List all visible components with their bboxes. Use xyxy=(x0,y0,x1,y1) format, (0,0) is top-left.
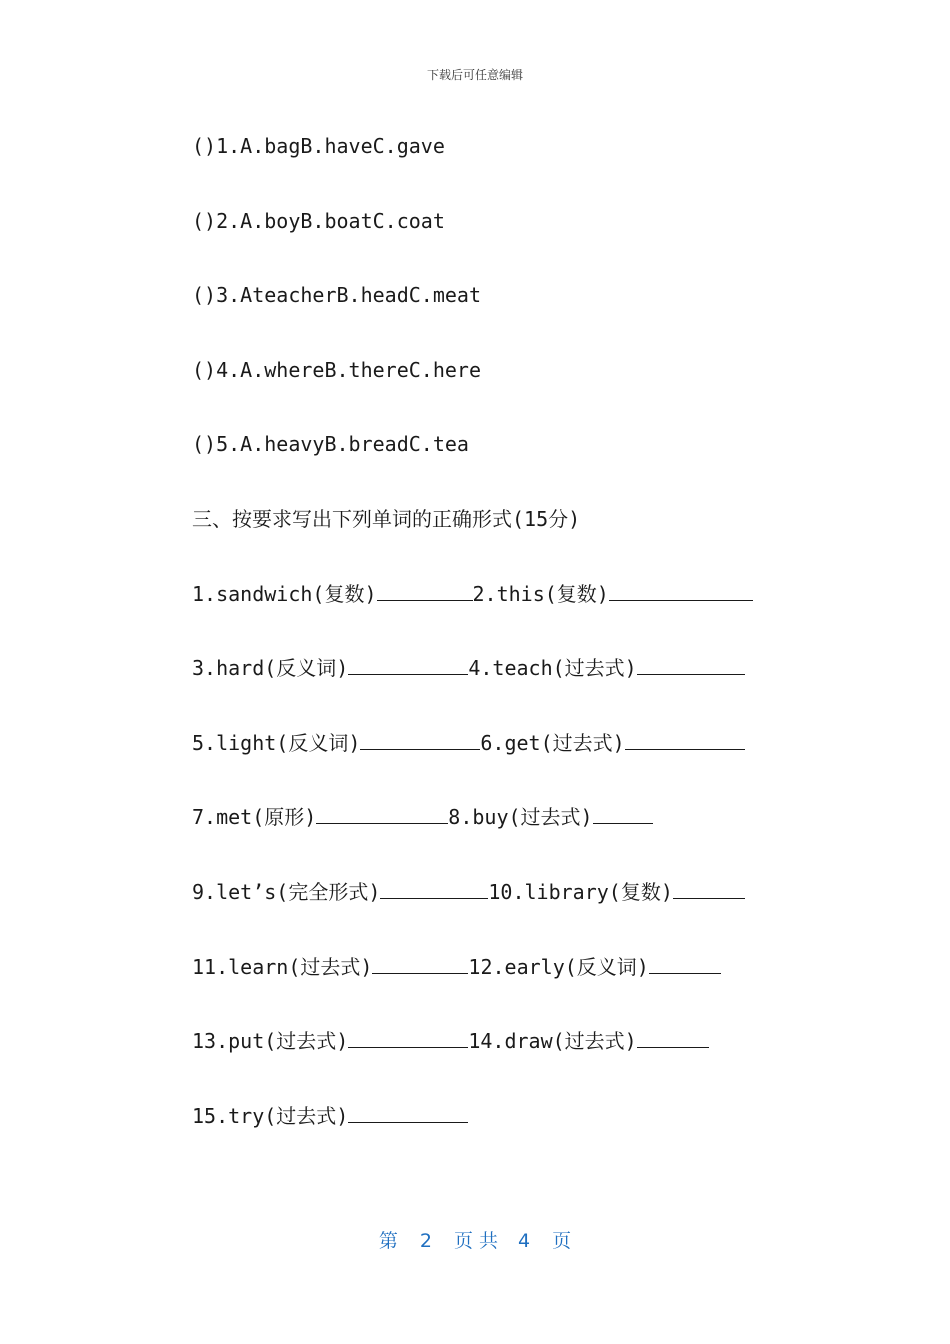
word-form-row-6 xyxy=(192,949,892,1024)
page-label-prefix: 第 xyxy=(378,1230,398,1252)
item-text: 7.met(原形) xyxy=(192,805,317,830)
item-text: 6.get(过去式) xyxy=(480,730,625,755)
answer-blank[interactable] xyxy=(348,1100,468,1123)
question-2: ()2.A.boyB.boatC.coat xyxy=(192,208,445,233)
item-text: 4.teach(过去式) xyxy=(468,656,637,681)
item-text: 3.hard(反义词) xyxy=(192,656,349,681)
answer-blank[interactable] xyxy=(360,727,480,750)
header-note: 下载后可任意编辑 xyxy=(426,68,523,82)
word-form-row-5 xyxy=(192,874,892,949)
item-text: 8.buy(过去式) xyxy=(448,805,593,830)
answer-blank[interactable] xyxy=(348,1025,468,1048)
answer-blank[interactable] xyxy=(348,652,468,675)
page-footer xyxy=(0,1226,950,1253)
item-text: 12.early(反义词) xyxy=(468,954,649,979)
word-form-row-3 xyxy=(192,725,892,800)
item-text: 9.let’s(完全形式) xyxy=(192,879,381,904)
question-4: ()4.A.whereB.thereC.here xyxy=(192,357,481,382)
page-label-mid: 页共 xyxy=(453,1230,504,1252)
answer-blank[interactable] xyxy=(372,951,468,974)
item-text: 15.try(过去式) xyxy=(192,1103,349,1128)
word-form-row-8 xyxy=(192,1098,892,1173)
item-text: 14.draw(过去式) xyxy=(468,1029,637,1054)
answer-blank[interactable] xyxy=(637,1025,709,1048)
word-form-row-7 xyxy=(192,1023,892,1098)
answer-blank[interactable] xyxy=(673,876,745,899)
word-form-row-1 xyxy=(192,576,892,651)
answer-blank[interactable] xyxy=(316,801,448,824)
answer-blank[interactable] xyxy=(649,951,721,974)
page-label-suffix: 页 xyxy=(552,1230,572,1252)
item-text: 2.this(复数) xyxy=(472,581,609,606)
question-5: ()5.A.heavyB.breadC.tea xyxy=(192,432,469,457)
worksheet-content xyxy=(192,128,892,1172)
answer-blank[interactable] xyxy=(609,578,753,601)
answer-blank[interactable] xyxy=(377,578,473,601)
item-text: 10.library(复数) xyxy=(488,879,673,904)
question-3: ()3.AteacherB.headC.meat xyxy=(192,283,481,308)
answer-blank[interactable] xyxy=(625,727,745,750)
answer-blank[interactable] xyxy=(637,652,745,675)
answer-blank[interactable] xyxy=(593,801,653,824)
page-number: 2 xyxy=(419,1230,432,1252)
item-text: 5.light(反义词) xyxy=(192,730,361,755)
item-text: 11.learn(过去式) xyxy=(192,954,373,979)
page-total: 4 xyxy=(518,1230,531,1252)
word-form-row-4 xyxy=(192,799,892,874)
answer-blank[interactable] xyxy=(380,876,488,899)
item-text: 1.sandwich(复数) xyxy=(192,581,377,606)
section-3-title: 三、按要求写出下列单词的正确形式(15分) xyxy=(192,506,581,531)
question-1: ()1.A.bagB.haveC.gave xyxy=(192,134,445,158)
word-form-row-2 xyxy=(192,650,892,725)
item-text: 13.put(过去式) xyxy=(192,1029,349,1054)
